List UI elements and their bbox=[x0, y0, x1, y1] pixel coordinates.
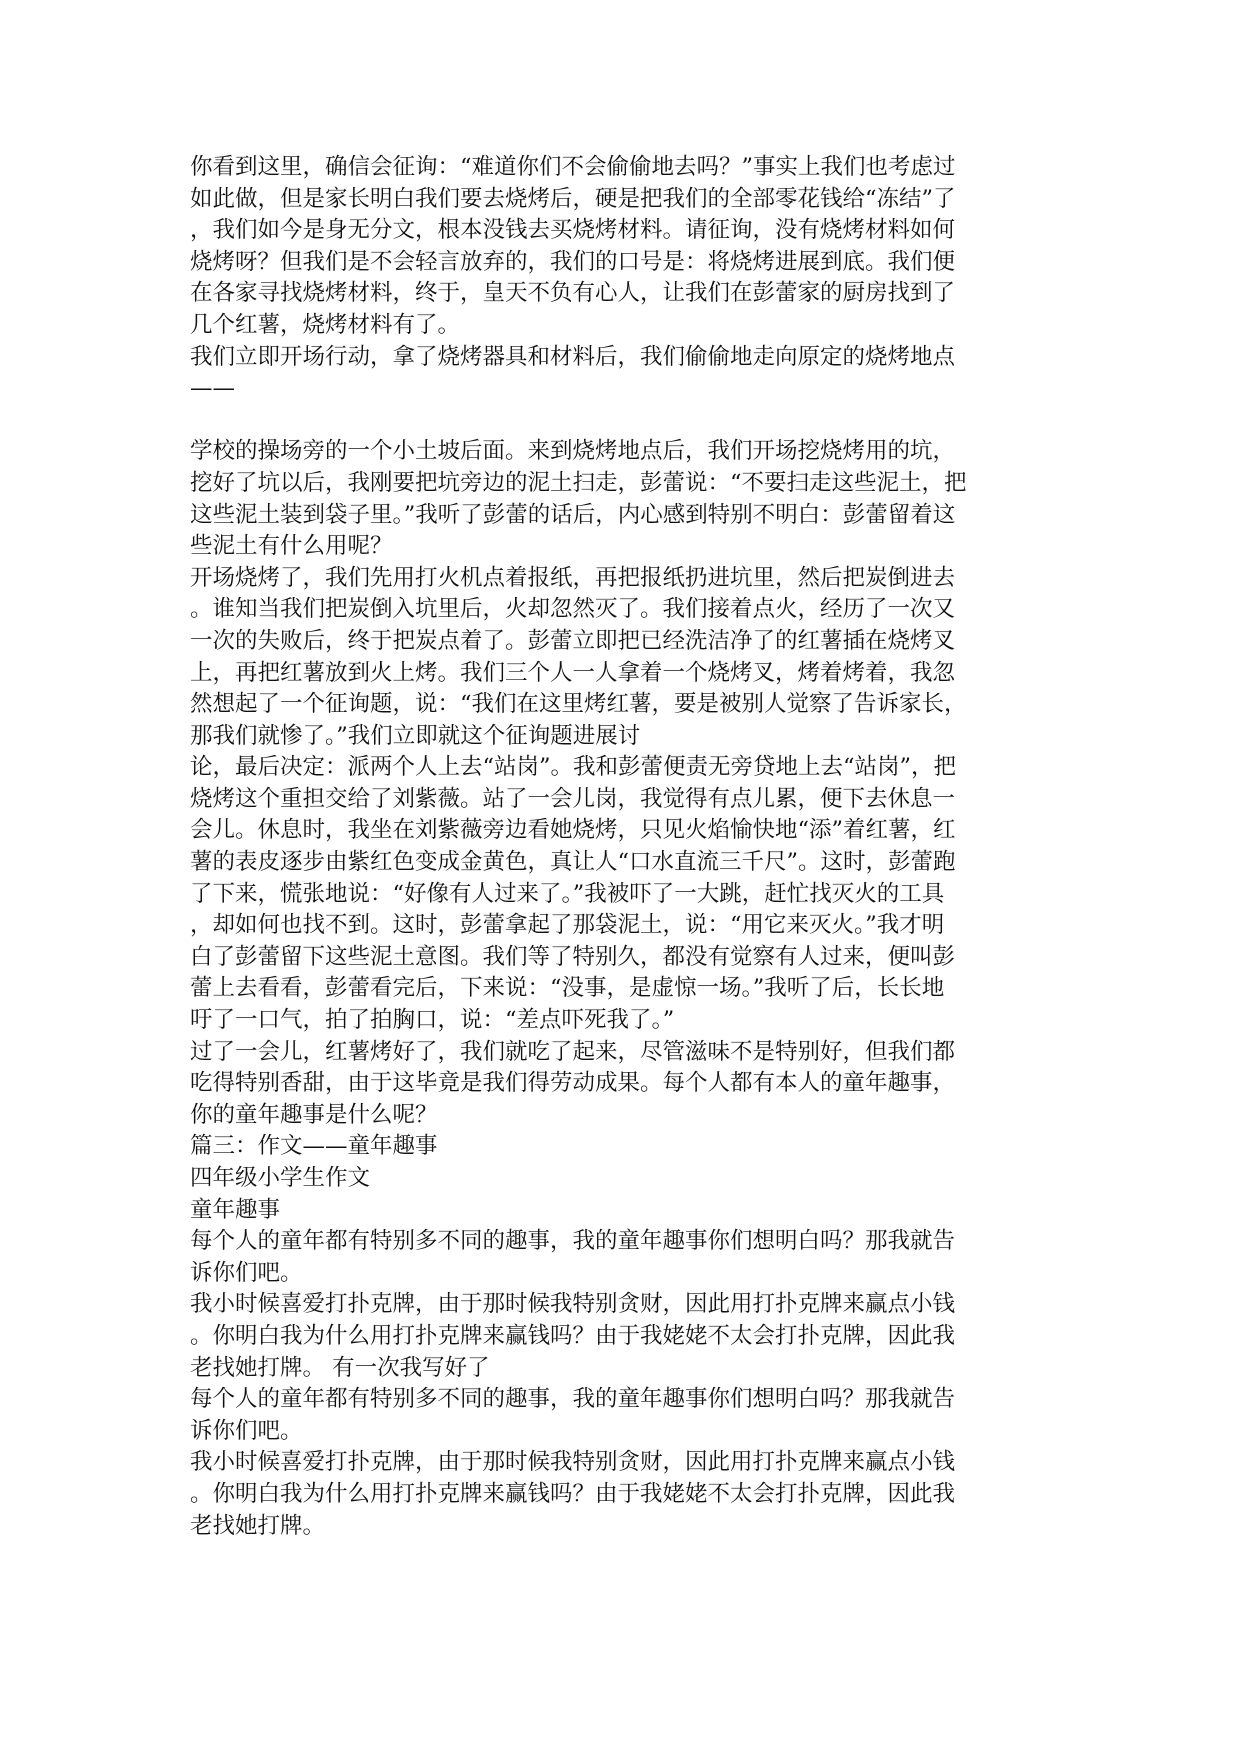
text-line: 上，再把红薯放到火上烤。我们三个人一人拿着一个烧烤叉，烤着烤着，我忽 bbox=[190, 659, 956, 686]
text-line: 。谁知当我们把炭倒入坑里后，火却忽然灭了。我们接着点火，经历了一次又 bbox=[190, 596, 956, 623]
text-line: 白了彭蕾留下这些泥土意图。我们等了特别久，都没有觉察有人过来，便叫彭 bbox=[190, 943, 956, 970]
section-heading: 篇三：作文——童年趣事 bbox=[190, 1133, 438, 1160]
text-line: 我小时候喜爱打扑克牌，由于那时候我特别贪财，因此用打扑克牌来赢点小钱 bbox=[190, 1291, 956, 1318]
text-line: 会儿。休息时，我坐在刘紫薇旁边看她烧烤，只见火焰愉快地“添”着红薯，红 bbox=[190, 817, 956, 844]
blank-line bbox=[190, 405, 1050, 437]
text-line: 每个人的童年都有特别多不同的趣事，我的童年趣事你们想明白吗？那我就告 bbox=[190, 1386, 956, 1413]
text-line: 诉你们吧。 bbox=[190, 1417, 303, 1444]
text-line: 我们立即开场行动，拿了烧烤器具和材料后，我们偷偷地走向原定的烧烤地点 bbox=[190, 343, 956, 370]
text-line: 老找她打牌。 有一次我写好了 bbox=[190, 1354, 490, 1381]
text-line: 诉你们吧。 bbox=[190, 1259, 303, 1286]
text-line: 开场烧烤了，我们先用打火机点着报纸，再把报纸扔进坑里，然后把炭倒进去 bbox=[190, 564, 956, 591]
text-line: 如此做，但是家长明白我们要去烧烤后，硬是把我们的全部零花钱给“冻结”了 bbox=[190, 185, 956, 212]
text-line: ，我们如今是身无分文，根本没钱去买烧烤材料。请征询，没有烧烤材料如何 bbox=[190, 217, 956, 244]
text-line: —— bbox=[190, 375, 235, 402]
text-line: 几个红薯，烧烤材料有了。 bbox=[190, 311, 461, 338]
text-line: 烧烤呀？但我们是不会轻言放弃的，我们的口号是：将烧烤进展到底。我们便 bbox=[190, 248, 956, 275]
text-line: 吁了一口气，拍了拍胸口，说：“差点吓死我了。” bbox=[190, 1007, 675, 1034]
text-line: 论，最后决定：派两个人上去“站岗”。我和彭蕾便责无旁贷地上去“站岗”，把 bbox=[190, 754, 957, 781]
text-line: 那我们就惨了。”我们立即就这个征询题进展讨 bbox=[190, 722, 641, 749]
text-line: 我小时候喜爱打扑克牌，由于那时候我特别贪财，因此用打扑克牌来赢点小钱 bbox=[190, 1449, 956, 1476]
text-line: 你看到这里，确信会征询：“难道你们不会偷偷地去吗？”事实上我们也考虑过 bbox=[190, 154, 956, 180]
text-line: 。你明白我为什么用打扑克牌来赢钱吗？由于我姥姥不太会打扑克牌，因此我 bbox=[190, 1480, 956, 1507]
subheading: 四年级小学生作文 bbox=[190, 1165, 371, 1191]
text-line: 。你明白我为什么用打扑克牌来赢钱吗？由于我姥姥不太会打扑克牌，因此我 bbox=[190, 1322, 956, 1349]
text-line: 过了一会儿，红薯烤好了，我们就吃了起来，尽管滋味不是特别好，但我们都 bbox=[190, 1038, 956, 1065]
text-line: 薯的表皮逐步由紫红色变成金黄色，真让人“口水直流三千尺”。这时，彭蕾跑 bbox=[190, 849, 956, 876]
text-line: 些泥土有什么用呢？ bbox=[190, 533, 393, 560]
text-line: 然想起了一个征询题，说：“我们在这里烤红薯，要是被别人觉察了告诉家长， bbox=[190, 691, 967, 718]
text-line: 烧烤这个重担交给了刘紫薇。站了一会儿岗，我觉得有点儿累，便下去休息一 bbox=[190, 785, 956, 812]
text-line: 每个人的童年都有特别多不同的趣事，我的童年趣事你们想明白吗？那我就告 bbox=[190, 1228, 956, 1255]
text-line: 了下来，慌张地说：“好像有人过来了。”我被吓了一大跳，赶忙找灭火的工具 bbox=[190, 880, 945, 907]
text-line: 挖好了坑以后，我刚要把坑旁边的泥土扫走，彭蕾说：“不要扫走这些泥土，把 bbox=[190, 469, 967, 496]
text-line: 你的童年趣事是什么呢？ bbox=[190, 1101, 438, 1128]
text-line: 蕾上去看看，彭蕾看完后，下来说：“没事，是虚惊一场。”我听了后，长长地 bbox=[190, 975, 945, 1002]
text-line: 这些泥土装到袋子里。”我听了彭蕾的话后，内心感到特别不明白：彭蕾留着这 bbox=[190, 501, 956, 528]
essay-title: 童年趣事 bbox=[190, 1196, 281, 1223]
document-body bbox=[190, 152, 1050, 1542]
text-line: 一次的失败后，终于把炭点着了。彭蕾立即把已经洗洁净了的红薯插在烧烤叉 bbox=[190, 627, 956, 654]
text-line: 老找她打牌。 bbox=[190, 1512, 326, 1539]
text-line: 学校的操场旁的一个小土坡后面。来到烧烤地点后，我们开场挖烧烤用的坑， bbox=[190, 438, 956, 465]
text-line: 吃得特别香甜，由于这毕竟是我们得劳动成果。每个人都有本人的童年趣事， bbox=[190, 1070, 956, 1097]
text-line: 在各家寻找烧烤材料，终于，皇天不负有心人，让我们在彭蕾家的厨房找到了 bbox=[190, 280, 956, 307]
text-line: ，却如何也找不到。这时，彭蕾拿起了那袋泥土，说：“用它来灭火。”我才明 bbox=[190, 912, 945, 939]
